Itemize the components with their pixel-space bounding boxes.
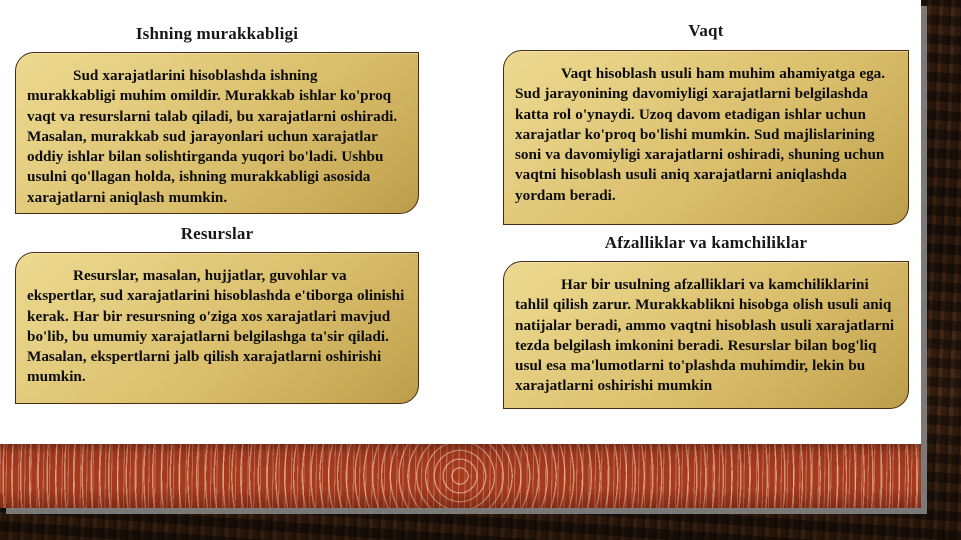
heading-vaqt: Vaqt bbox=[688, 21, 724, 40]
callout-body-resurslar: Resurslar, masalan, hujjatlar, guvohlar va ekspertlar, sud xarajatlarini hisoblashda e'tiborga olinishi kerak. Har bir resursning o'ziga xos xarajatlari mavjud bo'lib, bu umumiy xarajatlarni belgilashga ta'sir qiladi. Masalan, ekspertlarni jalb qilish xarajatlarni oshirishi mumkin. bbox=[27, 267, 405, 386]
callout-body-afzalliklar-va-kamchiliklar: Har bir usulning afzalliklari va kamchiliklarini tahlil qilish zarur. Murakkablikni hisobga olish usuli aniq natijalar beradi, ammo vaqtni hisoblash usuli xarajatlarni tezda belgilash imkonini beradi. Resurslar bilan bog'liq usul esa ma'lumotlarni to'plashda muhimdir, lekin bu xarajatlarni oshirishi mumkin bbox=[515, 276, 895, 395]
left-column bbox=[15, 24, 419, 404]
right-column bbox=[503, 21, 909, 409]
callout-resurslar[interactable] bbox=[15, 252, 419, 404]
heading-afzalliklar-va-kamchiliklar: Afzalliklar va kamchiliklar bbox=[604, 233, 808, 252]
band-shading-overlay bbox=[0, 444, 921, 508]
callout-vaqt[interactable] bbox=[503, 50, 909, 225]
decorative-red-wood-band bbox=[0, 444, 921, 508]
heading-ishning-murakkabligi: Ishning murakkabligi bbox=[135, 24, 299, 43]
callout-body-vaqt: Vaqt hisoblash usuli ham muhim ahamiyatga ega. Sud jarayonining davomiyligi xarajatlarni belgilashda katta rol o'ynaydi. Uzoq davom etadigan ishlar uchun xarajatlar ko'proq bo'lishi mumkin. Sud majlislarining soni va davomiyligi xarajatlarni oshiradi, shuning uchun vaqtni hisoblash usuli aniq xarajatlarni aniqlashda yordam beradi. bbox=[515, 65, 886, 204]
heading-resurslar: Resurslar bbox=[180, 224, 254, 243]
callout-body-ishning-murakkabligi: Sud xarajatlarini hisoblashda ishning murakkabligi muhim omildir. Murakkab ishlar ko'proq vaqt va resurslarni talab qiladi, bu xarajatlarni oshiradi. Masalan, murakkab sud jarayonlari uchun xarajatlar oddiy ishlar bilan solishtirganda yuqori bo'ladi. Ushbu usulni qo'llagan holda, ishning murakkabligi asosida xarajatlarni aniqlash mumkin. bbox=[27, 67, 398, 206]
callout-afzalliklar-va-kamchiliklar[interactable] bbox=[503, 261, 909, 409]
callout-ishning-murakkabligi[interactable] bbox=[15, 52, 419, 214]
